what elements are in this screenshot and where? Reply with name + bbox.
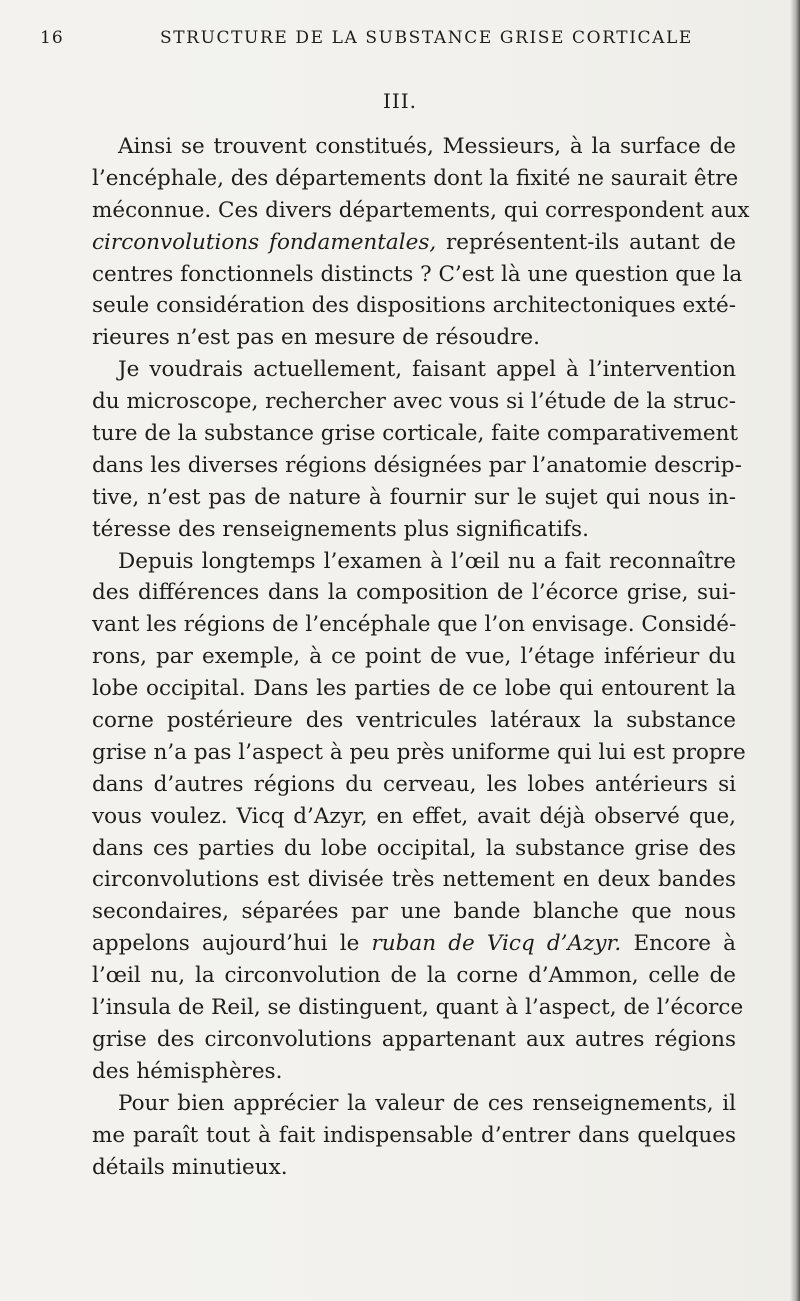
text-line (92, 928, 736, 960)
text-line: ture de la substance grise corticale, faite comparativement (92, 421, 739, 447)
text-line: téresse des renseignements plus significatifs. (92, 516, 589, 542)
text-line: vant les régions de l’encéphale que l’on envisage. Considé- (92, 612, 737, 638)
text-line (92, 227, 736, 259)
text-line: Ainsi se trouvent constitués, Messieurs, à la surface de (118, 134, 736, 159)
text-line: Pour bien apprécier la valeur de ces renseignements, il (118, 1090, 736, 1116)
text-fragment: représentent-ils autant de (446, 229, 736, 255)
text-line: l’encéphale, des départements dont la fixité ne saurait être (92, 165, 739, 191)
text-line: centres fonctionnels distincts ? C’est là une question que la (92, 261, 743, 287)
text-line: circonvolutions est divisée très nettement en deux bandes (92, 867, 736, 893)
text-fragment: Encore à (633, 931, 736, 957)
section-number: III. (382, 89, 418, 113)
text-line: des hémisphères. (92, 1058, 283, 1084)
text-line: rons, par exemple, à ce point de vue, l’étage inférieur du (92, 644, 736, 670)
text-line: vous voulez. Vicq d’Azyr, en effet, avait déjà observé que, (92, 803, 736, 829)
text-line: grise des circonvolutions appartenant aux autres régions (92, 1026, 736, 1052)
text-line: des différences dans la composition de l’écorce grise, sui- (92, 580, 736, 606)
running-head: STRUCTURE DE LA SUBSTANCE GRISE CORTICALE (160, 28, 693, 48)
text-line: l’insula de Reil, se distinguent, quant à l’aspect, de l’écorce (92, 995, 744, 1021)
body-text (92, 131, 750, 1183)
text-line: du microscope, rechercher avec vous si l’étude de la struc- (92, 389, 737, 415)
text-line: seule considération des dispositions architectoniques exté- (92, 293, 736, 319)
text-line: dans d’autres régions du cerveau, les lobes antérieurs si (92, 771, 736, 797)
text-line: dans les diverses régions désignées par l’anatomie descrip- (92, 452, 742, 478)
text-line: grise n’a pas l’aspect à peu près uniforme qui lui est propre (92, 739, 746, 765)
text-line: Depuis longtemps l’examen à l’œil nu a fait reconnaître (118, 548, 736, 574)
text-line: me paraît tout à fait indispensable d’entrer dans quelques (92, 1122, 736, 1148)
page-edge-shadow (790, 0, 800, 1301)
italic-term: ruban de Vicq d’Azyr. (371, 931, 622, 957)
text-line: l’œil nu, la circonvolution de la corne d’Ammon, celle de (92, 963, 736, 989)
page-header (40, 28, 740, 58)
text-line: détails minutieux. (92, 1154, 288, 1180)
text-line: corne postérieure des ventricules latéraux la substance (92, 708, 736, 734)
text-line: rieures n’est pas en mesure de résoudre. (92, 325, 540, 351)
text-fragment: appelons aujourd’hui le (92, 931, 360, 957)
text-line: lobe occipital. Dans les parties de ce lobe qui entourent la (92, 676, 736, 702)
text-line: méconnue. Ces divers départements, qui correspondent aux (92, 197, 750, 223)
text-line: tive, n’est pas de nature à fournir sur le sujet qui nous in- (92, 484, 736, 510)
page-number: 16 (40, 28, 64, 48)
text-line: secondaires, séparées par une bande blanche que nous (92, 899, 736, 925)
text-line: Je voudrais actuellement, faisant appel à l’intervention (118, 357, 736, 383)
italic-term: circonvolutions fondamentales, (92, 229, 437, 255)
text-line: dans ces parties du lobe occipital, la substance grise des (92, 835, 736, 861)
